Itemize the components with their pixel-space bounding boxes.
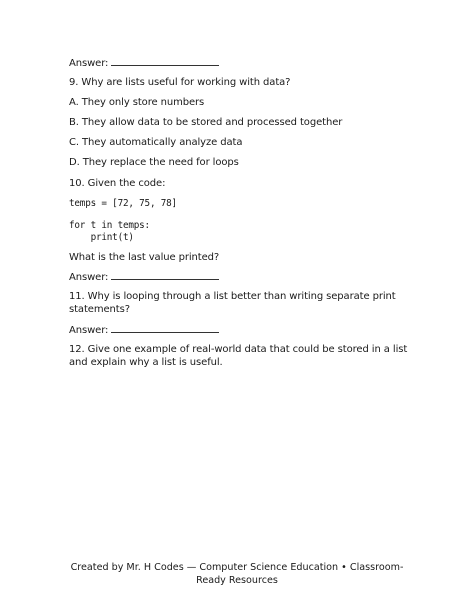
answer-line-q8	[69, 56, 219, 70]
answer-blank[interactable]	[111, 270, 219, 280]
answer-line-q10	[69, 270, 219, 284]
q9-option-a: A. They only store numbers	[69, 97, 205, 108]
code-line-3: print(t)	[69, 232, 134, 243]
page-footer: Created by Mr. H Codes — Computer Science Education • Classroom-Ready Resources	[70, 562, 404, 586]
q9-option-c: C. They automatically analyze data	[69, 137, 243, 148]
answer-label: Answer:	[69, 325, 109, 336]
answer-blank[interactable]	[111, 323, 219, 333]
answer-label: Answer:	[69, 58, 109, 69]
question-9: 9. Why are lists useful for working with data?	[69, 77, 291, 88]
question-12: 12. Give one example of real-world data that could be stored in a list and explain why a list is useful.	[69, 344, 408, 368]
q9-option-d: D. They replace the need for loops	[69, 157, 239, 168]
answer-label: Answer:	[69, 272, 109, 283]
answer-blank[interactable]	[111, 56, 219, 66]
question-11: 11. Why is looping through a list better than writing separate print statements?	[69, 291, 396, 315]
code-line-1: temps = [72, 75, 78]	[69, 198, 177, 209]
q10-prompt: What is the last value printed?	[69, 252, 220, 263]
answer-line-q11	[69, 323, 219, 337]
question-10: 10. Given the code:	[69, 178, 166, 189]
code-line-2: for t in temps:	[69, 220, 150, 231]
q9-option-b: B. They allow data to be stored and processed together	[69, 117, 343, 128]
